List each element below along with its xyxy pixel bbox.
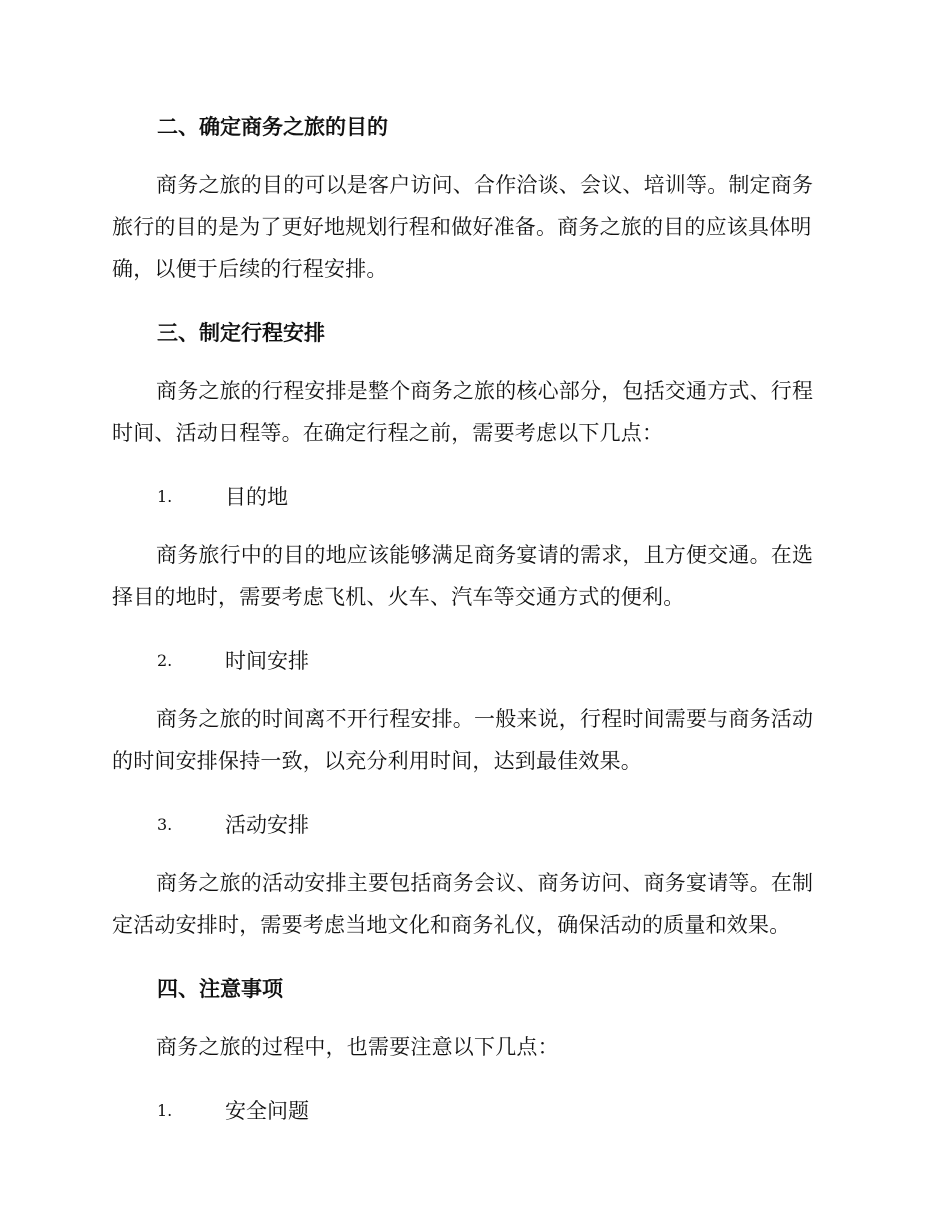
- section-paragraph-itinerary: 商务之旅的行程安排是整个商务之旅的核心部分，包括交通方式、行程时间、活动日程等。在确定行程之前，需要考虑以下几点：: [112, 379, 814, 445]
- list-item-paragraph: 商务旅行中的目的地应该能够满足商务宴请的需求，且方便交通。在选择目的地时，需要考虑飞机、火车、汽车等交通方式的便利。: [112, 543, 814, 609]
- section-paragraph-purpose: 商务之旅的目的可以是客户访问、合作洽谈、会议、培训等。制定商务旅行的目的是为了更好地规划行程和做好准备。商务之旅的目的应该具体明确，以便于后续的行程安排。: [112, 173, 814, 281]
- list-label: 安全问题: [225, 1099, 309, 1123]
- list-label: 活动安排: [225, 813, 309, 837]
- list-number: 3.: [157, 815, 173, 834]
- list-item-schedule: [157, 644, 830, 678]
- list-item-activities: [157, 808, 830, 842]
- section-heading-notes: 四、注意事项: [157, 976, 283, 1001]
- section-paragraph-notes: 商务之旅的过程中，也需要注意以下几点：: [156, 1035, 559, 1059]
- section-heading-itinerary: 三、制定行程安排: [157, 320, 325, 345]
- list-item-safety: [157, 1094, 830, 1128]
- list-label: 目的地: [225, 485, 288, 509]
- list-number: 1.: [157, 1101, 173, 1120]
- list-label: 时间安排: [225, 649, 309, 673]
- list-item-paragraph: 商务之旅的时间离不开行程安排。一般来说，行程时间需要与商务活动的时间安排保持一致，以充分利用时间，达到最佳效果。: [112, 707, 814, 773]
- list-item-paragraph: 商务之旅的活动安排主要包括商务会议、商务访问、商务宴请等。在制定活动安排时，需要考虑当地文化和商务礼仪，确保活动的质量和效果。: [112, 871, 814, 937]
- list-number: 2.: [157, 651, 173, 670]
- list-item-destination: [157, 480, 830, 514]
- list-number: 1.: [157, 487, 173, 506]
- section-heading-purpose: 二、确定商务之旅的目的: [157, 114, 388, 139]
